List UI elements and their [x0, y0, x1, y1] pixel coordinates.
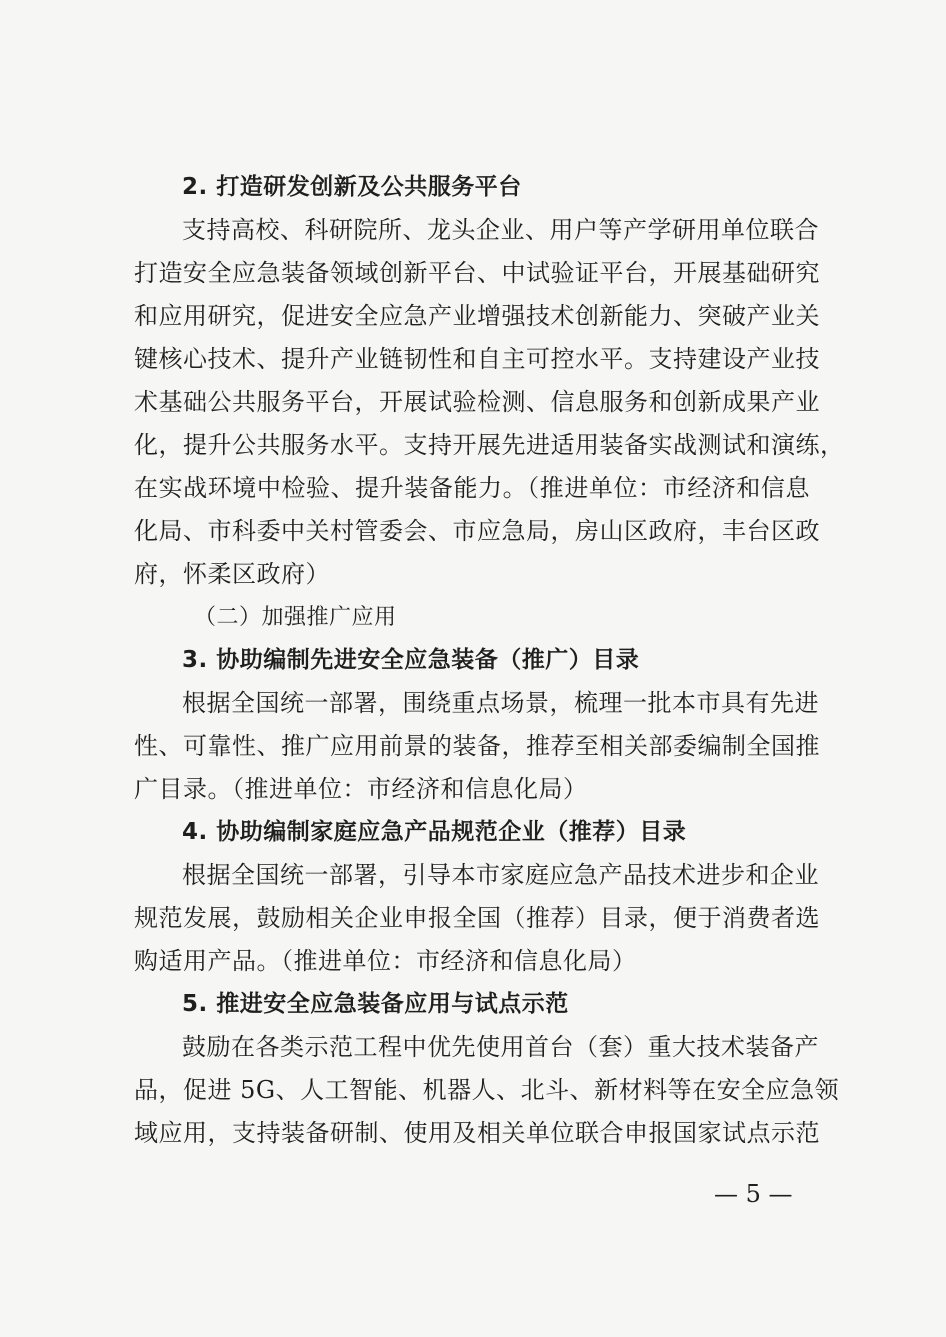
section-4-heading: 4. 协助编制家庭应急产品规范企业（推荐）目录 — [182, 819, 687, 845]
section-5-line-3: 域应用，支持装备研制、使用及相关单位联合申报国家试点示范 — [134, 1119, 820, 1147]
section-3-line-3: 广目录。（推进单位：市经济和信息化局） — [134, 775, 588, 803]
section-2-line-3: 和应用研究，促进安全应急产业增强技术创新能力、突破产业关 — [134, 302, 820, 330]
section-3-line-2: 性、可靠性、推广应用前景的装备，推荐至相关部委编制全国推 — [134, 732, 820, 760]
page-number: — 5 — — [714, 1180, 793, 1208]
section-3-line-1: 根据全国统一部署，围绕重点场景，梳理一批本市具有先进 — [182, 689, 819, 717]
section-5-line-1: 鼓励在各类示范工程中优先使用首台（套）重大技术装备产 — [182, 1033, 819, 1061]
section-4-line-3: 购适用产品。（推进单位：市经济和信息化局） — [134, 947, 637, 975]
section-4-line-2: 规范发展，鼓励相关企业申报全国（推荐）目录，便于消费者选 — [134, 904, 820, 932]
section-2-line-5: 术基础公共服务平台，开展试验检测、信息服务和创新成果产业 — [134, 388, 820, 416]
section-2-heading: 2. 打造研发创新及公共服务平台 — [182, 174, 522, 200]
section-2-line-1: 支持高校、科研院所、龙头企业、用户等产学研用单位联合 — [182, 216, 819, 244]
section-2-line-6: 化，提升公共服务水平。支持开展先进适用装备实战测试和演练， — [134, 431, 845, 459]
document-body — [134, 166, 845, 1155]
section-5-heading: 5. 推进安全应急装备应用与试点示范 — [182, 991, 569, 1017]
section-2-line-2: 打造安全应急装备领域创新平台、中试验证平台，开展基础研究 — [134, 259, 820, 287]
section-5-line-2: 品，促进 5G、人工智能、机器人、北斗、新材料等在安全应急领 — [134, 1076, 840, 1104]
section-4-line-1: 根据全国统一部署，引导本市家庭应急产品技术进步和企业 — [182, 861, 819, 889]
section-2-line-4: 键核心技术、提升产业链韧性和自主可控水平。支持建设产业技 — [134, 345, 820, 373]
subsection-heading: （二）加强推广应用 — [194, 605, 397, 630]
section-2-line-9: 府，怀柔区政府） — [134, 560, 330, 588]
section-2-line-8: 化局、市科委中关村管委会、市应急局，房山区政府，丰台区政 — [134, 517, 820, 545]
section-2-line-7: 在实战环境中检验、提升装备能力。（推进单位：市经济和信息 — [134, 474, 810, 502]
section-3-heading: 3. 协助编制先进安全应急装备（推广）目录 — [182, 647, 640, 673]
